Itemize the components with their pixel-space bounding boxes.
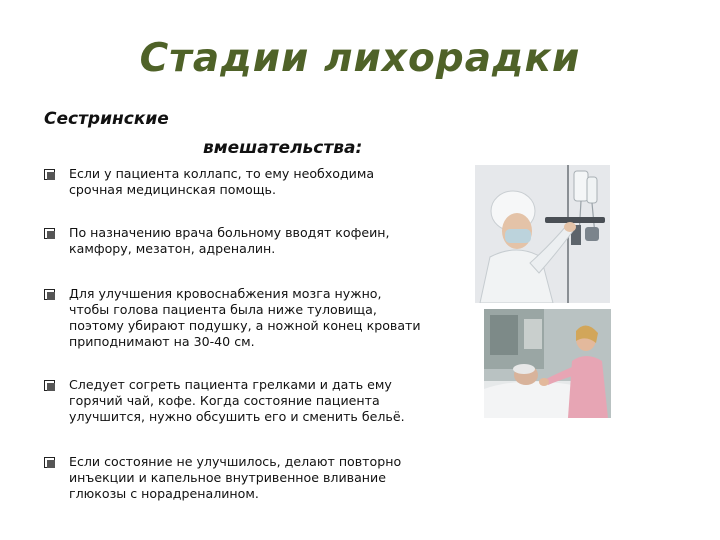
square-bullet-icon (44, 169, 55, 180)
slide-title: Стадии лихорадки (139, 36, 581, 81)
square-bullet-icon (44, 457, 55, 468)
square-bullet-icon (44, 228, 55, 239)
nurse-patient-photo (484, 309, 611, 418)
bullet-text: Для улучшения кровоснабжения мозга нужно, чтобы голова пациента была ниже туловища, поэтому убирают подушку, а ножной конец кровати приподнимают на 30-40 см. (69, 286, 421, 349)
bullet-text: Следует согреть пациента грелками и дать ему горячий чай, кофе. Когда состояние пациента улучшится, нужно обсушить его и сменить бельё. (69, 377, 405, 424)
subtitle-line-1: Сестринские (44, 109, 169, 129)
square-bullet-icon (44, 289, 55, 300)
nurse-iv-photo (475, 165, 610, 303)
square-bullet-icon (44, 380, 55, 391)
bullet-text: По назначению врача больному вводят кофеин, камфору, мезатон, адреналин. (69, 225, 390, 256)
bullet-text: Если состояние не улучшилось, делают повторно инъекции и капельное внутривенное вливание глюкозы с норадреналином. (69, 454, 402, 501)
subtitle-line-2: вмешательства: (203, 138, 363, 158)
bullet-text: Если у пациента коллапс, то ему необходима срочная медицинская помощь. (69, 166, 375, 197)
